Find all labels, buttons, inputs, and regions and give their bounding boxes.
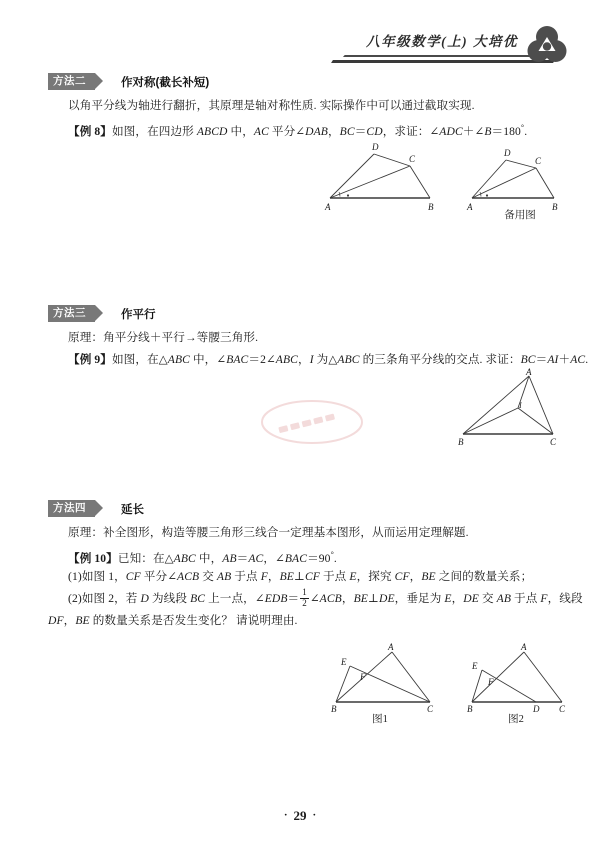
- t: ＝90: [307, 551, 331, 565]
- t: ACB: [319, 592, 342, 605]
- footer-dot-left: ·: [283, 809, 288, 821]
- t: 中，: [227, 124, 254, 138]
- footer-dot-right: ·: [312, 809, 317, 821]
- svg-text:C: C: [409, 154, 416, 164]
- t: 于点: [319, 570, 350, 583]
- method-heading-4: [48, 500, 144, 517]
- t: ABCD: [196, 124, 228, 138]
- t: °: [330, 550, 334, 559]
- t: B: [484, 124, 492, 138]
- t: BC: [339, 124, 355, 138]
- method-name-4: 延长: [121, 503, 144, 516]
- figure-example-8-main: [318, 140, 446, 212]
- t: D: [140, 592, 149, 605]
- t: .: [524, 124, 528, 138]
- t: 于点: [231, 570, 261, 583]
- t: 交: [478, 592, 497, 605]
- t: ，探究: [356, 570, 395, 583]
- method-heading-3: [48, 305, 156, 322]
- svg-text:B: B: [458, 437, 464, 446]
- t: ，垂足为: [394, 592, 445, 605]
- t: AB: [222, 551, 237, 565]
- page-footer: [0, 808, 600, 824]
- example-8-label: 【例 8】: [68, 124, 112, 138]
- t: 平分∠: [140, 570, 178, 583]
- method-2-principle: 以角平分线为轴进行翻折，其原理是轴对称性质. 实际操作中可以通过截取实现.: [68, 99, 475, 112]
- svg-text:E: E: [472, 661, 478, 671]
- method-name-3: 作平行: [121, 308, 156, 321]
- figure-example-10-fig1: [322, 640, 438, 712]
- example-8-statement: [68, 117, 527, 143]
- t: ＝: [354, 124, 367, 138]
- t: CF: [125, 570, 141, 583]
- t: 为线段: [148, 592, 191, 605]
- t: ＋: [558, 353, 571, 366]
- t: ABC: [173, 551, 196, 565]
- example-10-part-2: [68, 588, 583, 610]
- fraction-denominator: 2: [302, 597, 307, 608]
- t: BC: [190, 592, 206, 605]
- t: DE: [463, 592, 479, 605]
- svg-text:A: A: [467, 202, 473, 212]
- svg-text:A: A: [521, 642, 527, 652]
- t: ⊥: [367, 592, 379, 605]
- t: F: [260, 570, 268, 583]
- svg-text:C: C: [559, 704, 566, 712]
- t: E: [444, 592, 452, 605]
- t: ＝: [236, 551, 249, 565]
- t: BE: [353, 592, 368, 605]
- method-3-principle: 原理：角平分线＋平行→等腰三角形.: [68, 331, 259, 344]
- svg-text:C: C: [535, 156, 542, 166]
- t: AC: [248, 551, 264, 565]
- t: ，线段: [547, 592, 583, 605]
- header-title: 八年级数学(上) 大培优: [366, 34, 518, 49]
- t: 中，: [195, 551, 223, 565]
- figure-example-10-fig2: [458, 640, 574, 712]
- t: DF: [48, 614, 64, 627]
- svg-text:D: D: [533, 704, 540, 712]
- t: CF: [304, 570, 320, 583]
- method-name-2: 作对称(截长补短): [121, 76, 210, 89]
- t: 之间的数量关系；: [435, 570, 533, 583]
- t: CD: [366, 124, 383, 138]
- svg-text:F: F: [360, 672, 366, 682]
- t: ，: [341, 592, 354, 605]
- header-rule-thin: [343, 55, 540, 57]
- t: 已知：在△: [117, 551, 174, 565]
- t: BE: [279, 570, 294, 583]
- t: BE: [75, 614, 90, 627]
- t: ADC: [439, 124, 463, 138]
- t: 的数量关系是否发生变化？ 请说明理由.: [89, 614, 298, 627]
- svg-text:A: A: [388, 642, 394, 652]
- t: 上一点，∠: [205, 592, 265, 605]
- t: ，: [451, 592, 464, 605]
- t: EDB: [264, 592, 288, 605]
- t: ACB: [177, 570, 200, 583]
- t: ABC: [275, 353, 298, 366]
- t: CF: [394, 570, 410, 583]
- t: 如图，在四边形: [111, 124, 197, 138]
- t: ＝180: [491, 124, 521, 138]
- page-number: 29: [293, 808, 307, 823]
- t: ，∠: [263, 551, 285, 565]
- t: BAC: [284, 551, 308, 565]
- t: AB: [216, 570, 232, 583]
- method-badge-2: 方法二: [48, 73, 95, 90]
- t: ，: [327, 124, 340, 138]
- svg-text:C: C: [427, 704, 434, 712]
- figure-example-8-spare-caption: 备用图: [504, 210, 536, 221]
- t: AI: [547, 353, 559, 366]
- t: 于点: [511, 592, 541, 605]
- t: .: [585, 353, 589, 366]
- t: ＝: [287, 592, 300, 605]
- t: ，: [298, 353, 310, 366]
- svg-text:I: I: [519, 401, 522, 410]
- fraction-numerator: 1: [302, 587, 307, 598]
- t: ＝2∠: [248, 353, 276, 366]
- t: 中，∠: [189, 353, 227, 366]
- figure-2-caption: 图2: [508, 714, 524, 725]
- t: ABC: [337, 353, 360, 366]
- example-10-part-1: [68, 566, 532, 588]
- t: ABC: [167, 353, 190, 366]
- t: E: [349, 570, 357, 583]
- svg-text:B: B: [428, 202, 434, 212]
- t: ，: [409, 570, 422, 583]
- t: DE: [378, 592, 395, 605]
- example-9-label: 【例 9】: [68, 353, 112, 366]
- t: ∠: [309, 592, 320, 605]
- t: 交: [199, 570, 217, 583]
- three-circles-logo-icon: [526, 24, 568, 66]
- t: BAC: [226, 353, 249, 366]
- method-heading-2: [48, 73, 209, 90]
- method-badge-4: 方法四: [48, 500, 95, 517]
- t: AC: [253, 124, 269, 138]
- t: ＋∠: [462, 124, 485, 138]
- header-rule-thick: [331, 60, 555, 63]
- t: AB: [496, 592, 512, 605]
- svg-text:B: B: [467, 704, 473, 712]
- svg-text:B: B: [331, 704, 337, 712]
- example-10-label: 【例 10】: [68, 551, 118, 565]
- t: °: [520, 123, 525, 132]
- method-4-principle: 原理：补全图形，构造等腰三角形三线合一定理基本图形，从而运用定理解题.: [68, 526, 469, 539]
- t: 平分∠: [268, 124, 306, 138]
- t: 为△: [313, 353, 338, 366]
- t: (2)如图 2，若: [68, 592, 141, 605]
- svg-text:C: C: [550, 437, 557, 446]
- figure-example-8-spare: [462, 146, 568, 212]
- example-10-part-2-cont: [48, 610, 298, 632]
- t: F: [540, 592, 548, 605]
- t: I: [309, 353, 314, 366]
- figure-1-caption: 图1: [372, 714, 388, 725]
- svg-text:D: D: [372, 142, 379, 152]
- watermark-stamp: [258, 398, 366, 446]
- svg-text:A: A: [325, 202, 331, 212]
- svg-text:B: B: [552, 202, 558, 212]
- t: ＝: [535, 353, 548, 366]
- t: BC: [520, 353, 536, 366]
- t: AC: [570, 353, 586, 366]
- method-badge-3: 方法三: [48, 305, 95, 322]
- t: ，: [267, 570, 280, 583]
- svg-text:A: A: [526, 368, 532, 377]
- t: (1)如图 1，: [68, 570, 126, 583]
- t: 的三条角平分线的交点. 求证：: [359, 353, 521, 366]
- t: BE: [421, 570, 436, 583]
- t: ⊥: [293, 570, 305, 583]
- fraction-one-half: [300, 588, 309, 608]
- t: DAB: [305, 124, 328, 138]
- t: ，求证：∠: [382, 124, 440, 138]
- svg-text:E: E: [341, 657, 347, 667]
- svg-text:F: F: [488, 677, 494, 687]
- figure-example-9: [455, 368, 565, 446]
- t: 如图，在△: [111, 353, 168, 366]
- t: .: [333, 551, 337, 565]
- t: ，: [63, 614, 76, 627]
- svg-text:D: D: [504, 148, 511, 158]
- page-header: [330, 18, 580, 70]
